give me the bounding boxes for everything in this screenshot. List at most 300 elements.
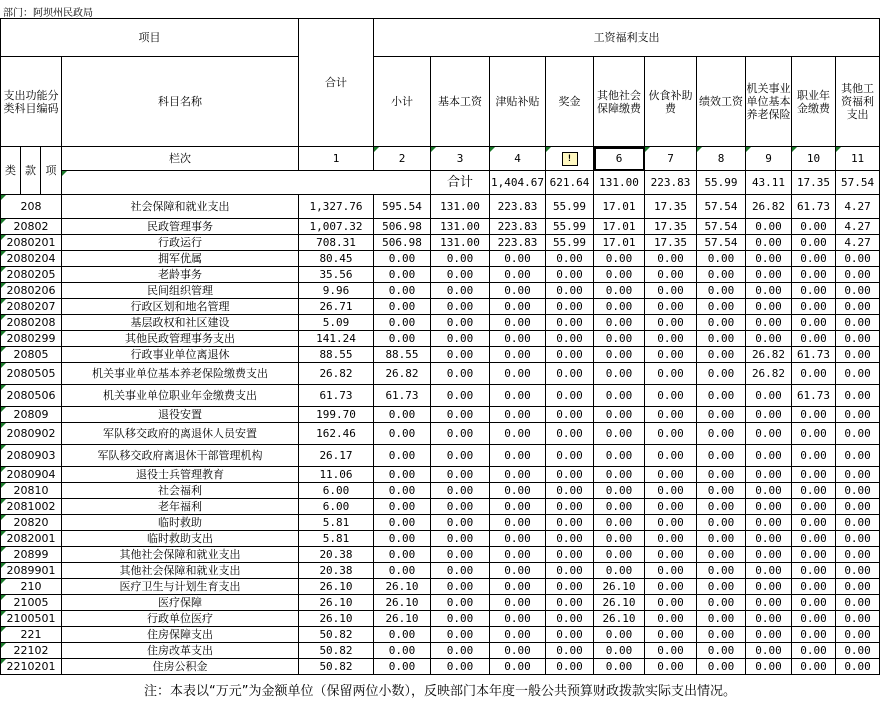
row-value[interactable]: 0.00: [836, 627, 880, 643]
row-value[interactable]: 0.00: [546, 563, 594, 579]
row-name[interactable]: 军队移交政府离退休干部管理机构: [62, 445, 299, 467]
row-value[interactable]: 0.00: [431, 579, 490, 595]
row-value[interactable]: 0.00: [546, 483, 594, 499]
row-name[interactable]: 行政单位医疗: [62, 611, 299, 627]
row-value[interactable]: 0.00: [746, 659, 792, 675]
row-name[interactable]: 合计: [431, 171, 490, 195]
row-value[interactable]: 9.96: [299, 283, 374, 299]
row-value[interactable]: 0.00: [490, 347, 546, 363]
row-value[interactable]: 0.00: [490, 515, 546, 531]
row-value[interactable]: 0.00: [792, 219, 836, 235]
row-value[interactable]: 17.35: [792, 171, 836, 195]
row-value[interactable]: 0.00: [594, 267, 645, 283]
row-value[interactable]: 61.73: [374, 385, 431, 407]
row-code[interactable]: 2080205: [1, 267, 62, 283]
row-code[interactable]: 2089901: [1, 563, 62, 579]
row-value[interactable]: 0.00: [594, 407, 645, 423]
row-value[interactable]: 0.00: [645, 363, 697, 385]
row-value[interactable]: 0.00: [431, 643, 490, 659]
row-value[interactable]: 0.00: [546, 299, 594, 315]
row-value[interactable]: 61.73: [792, 385, 836, 407]
row-value[interactable]: 26.10: [374, 579, 431, 595]
row-value[interactable]: 0.00: [792, 235, 836, 251]
row-value[interactable]: 0.00: [645, 385, 697, 407]
row-code[interactable]: 20810: [1, 483, 62, 499]
row-value[interactable]: 0.00: [546, 267, 594, 283]
row-value[interactable]: 0.00: [792, 445, 836, 467]
row-value[interactable]: 0.00: [546, 423, 594, 445]
row-code[interactable]: 22102: [1, 643, 62, 659]
row-value[interactable]: 0.00: [431, 315, 490, 331]
row-value[interactable]: 0.00: [546, 331, 594, 347]
row-value[interactable]: 0.00: [645, 627, 697, 643]
row-value[interactable]: 5.81: [299, 515, 374, 531]
row-code[interactable]: 20820: [1, 515, 62, 531]
row-value[interactable]: 0.00: [594, 563, 645, 579]
row-value[interactable]: 0.00: [697, 659, 746, 675]
row-value[interactable]: 0.00: [546, 467, 594, 483]
row-value[interactable]: 26.71: [299, 299, 374, 315]
row-value[interactable]: 0.00: [374, 627, 431, 643]
row-value[interactable]: 0.00: [594, 363, 645, 385]
row-value[interactable]: 0.00: [490, 315, 546, 331]
row-value[interactable]: 0.00: [490, 423, 546, 445]
row-value[interactable]: 223.83: [490, 235, 546, 251]
row-value[interactable]: 0.00: [431, 467, 490, 483]
row-value[interactable]: 0.00: [836, 283, 880, 299]
row-value[interactable]: 61.73: [792, 195, 836, 219]
row-value[interactable]: 0.00: [546, 315, 594, 331]
row-value[interactable]: 0.00: [490, 643, 546, 659]
row-value[interactable]: 26.10: [374, 595, 431, 611]
row-value[interactable]: 0.00: [374, 283, 431, 299]
row-value[interactable]: 0.00: [792, 595, 836, 611]
row-value[interactable]: 131.00: [431, 219, 490, 235]
row-value[interactable]: 0.00: [792, 659, 836, 675]
row-value[interactable]: 0.00: [546, 499, 594, 515]
row-value[interactable]: 80.45: [299, 251, 374, 267]
row-value[interactable]: 0.00: [431, 331, 490, 347]
row-value[interactable]: 708.31: [299, 235, 374, 251]
row-value[interactable]: 0.00: [836, 251, 880, 267]
row-value[interactable]: 0.00: [697, 499, 746, 515]
row-value[interactable]: 35.56: [299, 267, 374, 283]
row-name[interactable]: 老龄事务: [62, 267, 299, 283]
row-value[interactable]: 0.00: [490, 467, 546, 483]
row-value[interactable]: 0.00: [546, 547, 594, 563]
row-value[interactable]: 0.00: [746, 627, 792, 643]
row-value[interactable]: 0.00: [836, 595, 880, 611]
row-name[interactable]: 民政管理事务: [62, 219, 299, 235]
row-value[interactable]: 5.81: [299, 531, 374, 547]
row-value[interactable]: 26.82: [746, 347, 792, 363]
row-value[interactable]: 0.00: [431, 515, 490, 531]
row-value[interactable]: 0.00: [792, 299, 836, 315]
row-value[interactable]: 26.10: [299, 579, 374, 595]
row-code[interactable]: 2081002: [1, 499, 62, 515]
row-value[interactable]: 0.00: [645, 251, 697, 267]
row-name[interactable]: 临时救助: [62, 515, 299, 531]
row-value[interactable]: 0.00: [490, 547, 546, 563]
row-value[interactable]: 0.00: [594, 283, 645, 299]
row-value[interactable]: 0.00: [546, 627, 594, 643]
row-value[interactable]: 61.73: [792, 347, 836, 363]
row-value[interactable]: 0.00: [792, 267, 836, 283]
row-value[interactable]: 0.00: [594, 483, 645, 499]
row-value[interactable]: 0.00: [645, 283, 697, 299]
row-value[interactable]: 0.00: [594, 659, 645, 675]
row-value[interactable]: 0.00: [645, 643, 697, 659]
row-value[interactable]: 0.00: [697, 267, 746, 283]
row-value[interactable]: 55.99: [546, 219, 594, 235]
warning-icon[interactable]: !: [562, 152, 578, 166]
row-code[interactable]: 2080506: [1, 385, 62, 407]
row-code[interactable]: 2082001: [1, 531, 62, 547]
row-value[interactable]: 26.82: [299, 363, 374, 385]
row-value[interactable]: 17.01: [594, 219, 645, 235]
row-value[interactable]: 0.00: [836, 299, 880, 315]
lanci-warning-cell[interactable]: [546, 147, 594, 171]
row-value[interactable]: 0.00: [792, 547, 836, 563]
row-value[interactable]: 0.00: [792, 499, 836, 515]
row-value[interactable]: 0.00: [594, 445, 645, 467]
row-value[interactable]: 0.00: [431, 531, 490, 547]
row-code[interactable]: 2080904: [1, 467, 62, 483]
row-value[interactable]: 0.00: [490, 267, 546, 283]
row-value[interactable]: 506.98: [374, 235, 431, 251]
row-value[interactable]: 0.00: [431, 363, 490, 385]
row-value[interactable]: 0.00: [697, 483, 746, 499]
row-value[interactable]: 0.00: [746, 611, 792, 627]
row-value[interactable]: 131.00: [431, 235, 490, 251]
row-value[interactable]: 6.00: [299, 483, 374, 499]
row-value[interactable]: 17.01: [594, 195, 645, 219]
row-value[interactable]: 0.00: [490, 531, 546, 547]
row-value[interactable]: 0.00: [431, 627, 490, 643]
row-value[interactable]: 26.82: [746, 363, 792, 385]
row-value[interactable]: 1,404.67: [490, 171, 546, 195]
row-value[interactable]: 0.00: [792, 531, 836, 547]
row-name[interactable]: 住房公积金: [62, 659, 299, 675]
row-value[interactable]: 0.00: [490, 251, 546, 267]
row-value[interactable]: 0.00: [645, 445, 697, 467]
row-value[interactable]: 0.00: [836, 267, 880, 283]
row-value[interactable]: 55.99: [546, 195, 594, 219]
row-value[interactable]: 0.00: [645, 547, 697, 563]
row-value[interactable]: 0.00: [431, 267, 490, 283]
row-value[interactable]: 0.00: [697, 627, 746, 643]
row-value[interactable]: 0.00: [746, 315, 792, 331]
row-value[interactable]: 26.10: [299, 611, 374, 627]
row-name[interactable]: 其他社会保障和就业支出: [62, 563, 299, 579]
row-value[interactable]: 26.82: [746, 195, 792, 219]
row-value[interactable]: 131.00: [431, 195, 490, 219]
row-value[interactable]: 0.00: [836, 579, 880, 595]
row-value[interactable]: 0.00: [431, 385, 490, 407]
row-value[interactable]: 0.00: [746, 331, 792, 347]
row-value[interactable]: 0.00: [792, 315, 836, 331]
row-name[interactable]: 医疗保障: [62, 595, 299, 611]
row-name[interactable]: 其他民政管理事务支出: [62, 331, 299, 347]
row-name[interactable]: 退役士兵管理教育: [62, 467, 299, 483]
row-value[interactable]: 0.00: [546, 515, 594, 531]
row-value[interactable]: 0.00: [645, 467, 697, 483]
row-name[interactable]: 老年福利: [62, 499, 299, 515]
row-value[interactable]: 0.00: [374, 515, 431, 531]
row-value[interactable]: 0.00: [431, 499, 490, 515]
row-value[interactable]: 26.10: [594, 579, 645, 595]
row-value[interactable]: 0.00: [374, 331, 431, 347]
row-value[interactable]: 0.00: [697, 515, 746, 531]
row-value[interactable]: 0.00: [431, 283, 490, 299]
row-value[interactable]: 0.00: [374, 483, 431, 499]
row-value[interactable]: 0.00: [546, 611, 594, 627]
row-value[interactable]: 0.00: [431, 547, 490, 563]
row-code[interactable]: 221: [1, 627, 62, 643]
row-name[interactable]: 医疗卫生与计划生育支出: [62, 579, 299, 595]
row-value[interactable]: 0.00: [594, 627, 645, 643]
row-code[interactable]: 2080505: [1, 363, 62, 385]
row-value[interactable]: 0.00: [594, 385, 645, 407]
row-value[interactable]: 0.00: [490, 363, 546, 385]
row-name[interactable]: 社会保障和就业支出: [62, 195, 299, 219]
row-value[interactable]: 0.00: [546, 595, 594, 611]
row-name[interactable]: 机关事业单位职业年金缴费支出: [62, 385, 299, 407]
row-value[interactable]: 0.00: [645, 347, 697, 363]
row-value[interactable]: 0.00: [746, 283, 792, 299]
row-value[interactable]: 0.00: [836, 385, 880, 407]
row-value[interactable]: 0.00: [374, 315, 431, 331]
row-value[interactable]: 0.00: [594, 499, 645, 515]
row-value[interactable]: 26.82: [374, 363, 431, 385]
row-code[interactable]: 2080206: [1, 283, 62, 299]
row-value[interactable]: 4.27: [836, 195, 880, 219]
row-code[interactable]: 210: [1, 579, 62, 595]
row-value[interactable]: 0.00: [431, 445, 490, 467]
row-value[interactable]: 0.00: [374, 251, 431, 267]
row-value[interactable]: 26.10: [374, 611, 431, 627]
row-value[interactable]: 0.00: [645, 499, 697, 515]
row-value[interactable]: 20.38: [299, 547, 374, 563]
row-value[interactable]: 0.00: [645, 267, 697, 283]
row-code[interactable]: [62, 171, 431, 195]
row-value[interactable]: 223.83: [490, 195, 546, 219]
row-value[interactable]: 0.00: [594, 299, 645, 315]
row-value[interactable]: 0.00: [645, 407, 697, 423]
row-value[interactable]: 0.00: [594, 315, 645, 331]
row-value[interactable]: 0.00: [697, 283, 746, 299]
row-value[interactable]: 0.00: [836, 499, 880, 515]
row-value[interactable]: 0.00: [697, 363, 746, 385]
row-value[interactable]: 595.54: [374, 195, 431, 219]
row-value[interactable]: 0.00: [645, 423, 697, 445]
row-value[interactable]: 55.99: [697, 171, 746, 195]
row-value[interactable]: 0.00: [374, 563, 431, 579]
row-value[interactable]: 0.00: [374, 643, 431, 659]
row-value[interactable]: 0.00: [697, 467, 746, 483]
row-value[interactable]: 0.00: [490, 611, 546, 627]
row-value[interactable]: 17.35: [645, 235, 697, 251]
row-value[interactable]: 0.00: [697, 315, 746, 331]
row-value[interactable]: 0.00: [836, 611, 880, 627]
row-value[interactable]: 26.10: [594, 611, 645, 627]
row-value[interactable]: 26.17: [299, 445, 374, 467]
row-name[interactable]: 机关事业单位基本养老保险缴费支出: [62, 363, 299, 385]
row-code[interactable]: 2080208: [1, 315, 62, 331]
row-value[interactable]: 0.00: [697, 643, 746, 659]
row-value[interactable]: 0.00: [792, 563, 836, 579]
row-value[interactable]: 0.00: [792, 331, 836, 347]
row-value[interactable]: 223.83: [490, 219, 546, 235]
row-value[interactable]: 11.06: [299, 467, 374, 483]
row-value[interactable]: 0.00: [746, 423, 792, 445]
row-value[interactable]: 0.00: [645, 315, 697, 331]
row-code[interactable]: 20802: [1, 219, 62, 235]
row-value[interactable]: 0.00: [836, 315, 880, 331]
row-value[interactable]: 0.00: [697, 299, 746, 315]
row-value[interactable]: 199.70: [299, 407, 374, 423]
row-value[interactable]: 0.00: [792, 579, 836, 595]
row-code[interactable]: 2080299: [1, 331, 62, 347]
row-value[interactable]: 0.00: [792, 283, 836, 299]
row-value[interactable]: 50.82: [299, 659, 374, 675]
row-value[interactable]: 0.00: [546, 531, 594, 547]
row-value[interactable]: 0.00: [431, 483, 490, 499]
row-value[interactable]: 223.83: [645, 171, 697, 195]
row-value[interactable]: 0.00: [746, 251, 792, 267]
row-value[interactable]: 0.00: [645, 579, 697, 595]
row-value[interactable]: 0.00: [746, 483, 792, 499]
row-value[interactable]: 0.00: [746, 267, 792, 283]
row-value[interactable]: 0.00: [490, 595, 546, 611]
row-code[interactable]: 2080207: [1, 299, 62, 315]
row-value[interactable]: 0.00: [490, 299, 546, 315]
row-value[interactable]: 57.54: [697, 235, 746, 251]
row-value[interactable]: 0.00: [374, 267, 431, 283]
row-value[interactable]: 0.00: [645, 611, 697, 627]
row-code[interactable]: 208: [1, 195, 62, 219]
row-value[interactable]: 0.00: [374, 467, 431, 483]
row-value[interactable]: 0.00: [697, 611, 746, 627]
row-value[interactable]: 0.00: [836, 347, 880, 363]
row-name[interactable]: 临时救助支出: [62, 531, 299, 547]
row-value[interactable]: 0.00: [836, 531, 880, 547]
row-value[interactable]: 0.00: [594, 547, 645, 563]
row-value[interactable]: 0.00: [836, 515, 880, 531]
row-value[interactable]: 0.00: [697, 423, 746, 445]
row-value[interactable]: 0.00: [836, 643, 880, 659]
row-value[interactable]: 0.00: [490, 659, 546, 675]
row-value[interactable]: 0.00: [546, 363, 594, 385]
row-name[interactable]: 民间组织管理: [62, 283, 299, 299]
row-value[interactable]: 0.00: [431, 611, 490, 627]
row-value[interactable]: 0.00: [697, 347, 746, 363]
row-value[interactable]: 0.00: [746, 595, 792, 611]
row-value[interactable]: 0.00: [490, 579, 546, 595]
row-value[interactable]: 0.00: [645, 483, 697, 499]
row-name[interactable]: 住房保障支出: [62, 627, 299, 643]
row-value[interactable]: 0.00: [697, 531, 746, 547]
row-value[interactable]: 5.09: [299, 315, 374, 331]
row-code[interactable]: 20809: [1, 407, 62, 423]
row-value[interactable]: 0.00: [594, 347, 645, 363]
row-value[interactable]: 0.00: [836, 467, 880, 483]
row-value[interactable]: 0.00: [431, 407, 490, 423]
row-code[interactable]: 20899: [1, 547, 62, 563]
selected-cell[interactable]: 6: [594, 147, 645, 171]
row-value[interactable]: 0.00: [594, 643, 645, 659]
row-code[interactable]: 2080903: [1, 445, 62, 467]
row-value[interactable]: 1,007.32: [299, 219, 374, 235]
row-code[interactable]: 2100501: [1, 611, 62, 627]
row-value[interactable]: 0.00: [792, 483, 836, 499]
row-value[interactable]: 0.00: [697, 251, 746, 267]
row-value[interactable]: 0.00: [792, 467, 836, 483]
row-value[interactable]: 0.00: [697, 445, 746, 467]
row-code[interactable]: 2080204: [1, 251, 62, 267]
row-value[interactable]: 0.00: [374, 407, 431, 423]
row-value[interactable]: 0.00: [594, 467, 645, 483]
row-value[interactable]: 0.00: [374, 659, 431, 675]
row-value[interactable]: 0.00: [546, 445, 594, 467]
row-value[interactable]: 0.00: [490, 331, 546, 347]
row-name[interactable]: 行政运行: [62, 235, 299, 251]
row-code[interactable]: 21005: [1, 595, 62, 611]
row-name[interactable]: 军队移交政府的离退休人员安置: [62, 423, 299, 445]
row-value[interactable]: 17.01: [594, 235, 645, 251]
row-value[interactable]: 0.00: [490, 385, 546, 407]
row-value[interactable]: 6.00: [299, 499, 374, 515]
row-value[interactable]: 0.00: [792, 423, 836, 445]
row-value[interactable]: 0.00: [836, 363, 880, 385]
row-name[interactable]: 基层政权和社区建设: [62, 315, 299, 331]
row-value[interactable]: 50.82: [299, 627, 374, 643]
row-value[interactable]: 0.00: [697, 385, 746, 407]
row-value[interactable]: 0.00: [697, 563, 746, 579]
row-value[interactable]: 0.00: [594, 331, 645, 347]
row-value[interactable]: 0.00: [594, 515, 645, 531]
row-name[interactable]: 行政区划和地名管理: [62, 299, 299, 315]
row-name[interactable]: 其他社会保障和就业支出: [62, 547, 299, 563]
row-value[interactable]: 0.00: [697, 407, 746, 423]
row-value[interactable]: 0.00: [374, 445, 431, 467]
row-value[interactable]: 57.54: [836, 171, 880, 195]
row-value[interactable]: 0.00: [746, 235, 792, 251]
row-value[interactable]: 0.00: [490, 499, 546, 515]
row-value[interactable]: 0.00: [697, 595, 746, 611]
row-value[interactable]: 88.55: [374, 347, 431, 363]
row-value[interactable]: 0.00: [836, 445, 880, 467]
row-value[interactable]: 0.00: [697, 579, 746, 595]
row-value[interactable]: 0.00: [645, 659, 697, 675]
row-value[interactable]: 0.00: [431, 299, 490, 315]
row-value[interactable]: 0.00: [697, 331, 746, 347]
row-value[interactable]: 0.00: [490, 445, 546, 467]
row-value[interactable]: 0.00: [490, 407, 546, 423]
row-value[interactable]: 55.99: [546, 235, 594, 251]
row-value[interactable]: 0.00: [792, 611, 836, 627]
row-value[interactable]: 26.10: [594, 595, 645, 611]
row-value[interactable]: 0.00: [792, 363, 836, 385]
row-value[interactable]: 0.00: [792, 407, 836, 423]
row-value[interactable]: 0.00: [746, 445, 792, 467]
row-value[interactable]: 0.00: [431, 595, 490, 611]
row-value[interactable]: 1,327.76: [299, 195, 374, 219]
row-value[interactable]: 0.00: [546, 643, 594, 659]
row-value[interactable]: 0.00: [836, 407, 880, 423]
row-value[interactable]: 0.00: [836, 547, 880, 563]
row-name[interactable]: 退役安置: [62, 407, 299, 423]
